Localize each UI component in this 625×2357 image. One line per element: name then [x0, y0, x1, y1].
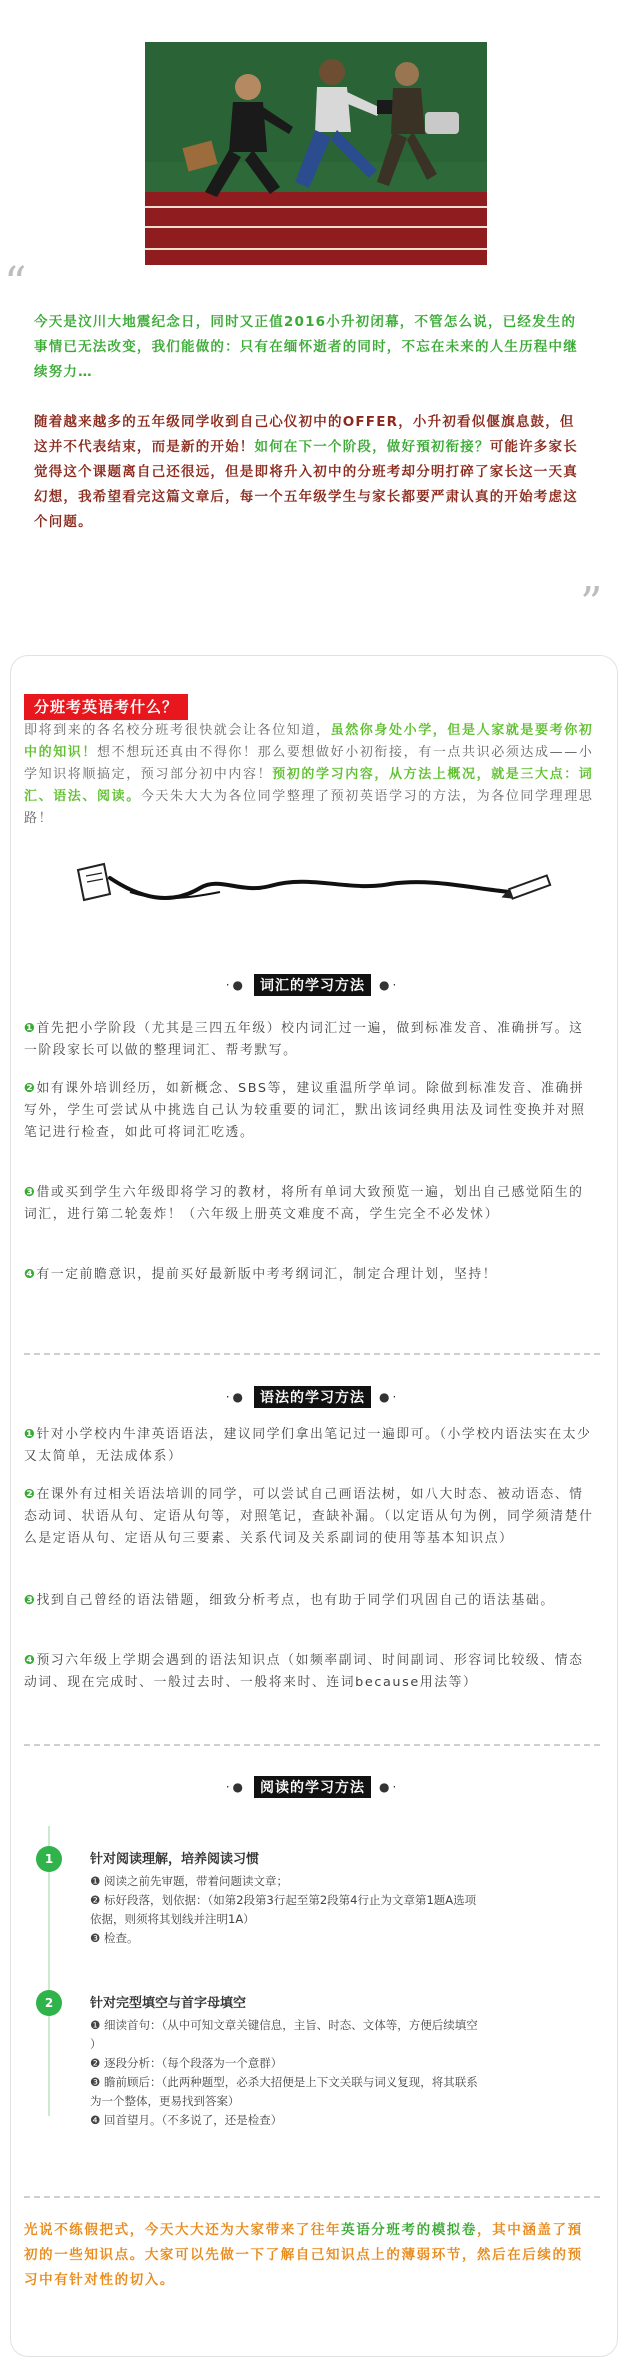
intro-text-2b: 如何在下一个阶段，做好預初衔接？: [254, 439, 490, 455]
reading-step-1-title: 针对阅读理解，培养阅读习惯: [90, 1852, 260, 1867]
step-badge-1: 1: [36, 1846, 62, 1872]
dots-decoration-left: ·●: [225, 1390, 246, 1404]
reading-title: 阅读的学习方法: [254, 1776, 371, 1798]
intro-text-2a: 随着越来越多的五年级同学收到自己心仪初中的OFFER，小升初看似偃旗息鼓，但这并不代表结束，而是新的开始！: [34, 414, 575, 455]
closing-c: ，其中涵盖了預初的一些知识点。: [24, 2222, 583, 2263]
reading-step-line: ❸ 检查。: [90, 1931, 139, 1945]
dots-decoration-left: ·●: [225, 1780, 246, 1794]
intro-paragraph-2: [34, 410, 589, 535]
vocab-title: 词汇的学习方法: [254, 974, 371, 996]
vocab-item-4: [24, 1264, 596, 1286]
reading-step-line: ❸ 瞻前顾后：（此两种题型，必杀大招便是上下文关联与词义复现，将其联系: [90, 2075, 478, 2089]
grammar-item-3: [24, 1590, 596, 1612]
closing-d: 大家可以先做一下了解自己知识点上的薄弱环节，然后在后续的预习中有针对性的切入。: [24, 2247, 583, 2288]
grammar-title: 语法的学习方法: [254, 1386, 371, 1408]
section-label: 分班考英语考什么？: [24, 694, 188, 720]
reading-step-2-lines: [90, 2016, 580, 2130]
card-intro-b: 虽然你身处小学，但是人家就是要考你初中的知识！: [24, 723, 594, 760]
grammar-item-text: 针对小学校内牛津英语语法，建议同学们拿出笔记过一遍即可。（小学校内语法实在太少又太简单，无法成体系）: [24, 1427, 592, 1464]
number-icon: ❸: [24, 1593, 37, 1608]
number-icon: ❶: [24, 1021, 37, 1036]
closing-b: 英语分班考的模拟卷: [341, 2222, 478, 2238]
number-icon: ❷: [24, 1081, 37, 1096]
card-intro-paragraph: [24, 720, 594, 830]
dashed-divider: [24, 1744, 600, 1746]
vocab-item-1: [24, 1018, 596, 1062]
number-icon: ❹: [24, 1267, 37, 1282]
grammar-item-text: 预习六年级上学期会遇到的语法知识点（如频率副词、时间副词、形容词比较级、情态动词、现在完成时、一般过去时、一般将来时、连词because用法等）: [24, 1653, 584, 1690]
decorative-squiggle-pencil: [70, 858, 560, 918]
grammar-section-title: [0, 1386, 625, 1408]
number-icon: ❷: [24, 1487, 37, 1502]
grammar-item-4: [24, 1650, 596, 1694]
dashed-divider: [24, 2196, 600, 2198]
intro-text-2c: 可能许多家长觉得这个课题离自己还很远，但是即将升入初中的分班考却分明打碎了家长这一天真幻想，我希望看完这篇文章后，每一个五年级学生与家长都要严肃认真的开始考虑这个问题。: [34, 439, 578, 530]
open-quote-icon: “: [4, 258, 27, 309]
grammar-item-1: [24, 1424, 596, 1468]
reading-step-line: 依据，则须将其划线并注明1A）: [90, 1912, 255, 1926]
close-quote-icon: ”: [580, 578, 603, 629]
reading-step-line: ❹ 回首望月。（不多说了，还是检查）: [90, 2113, 283, 2127]
dots-decoration-left: ·●: [225, 978, 246, 992]
reading-section-title: [0, 1776, 625, 1798]
closing-paragraph: [24, 2218, 594, 2293]
reading-step-1-lines: [90, 1872, 580, 1948]
intro-text-1: 今天是汶川大地震纪念日，同时又正值2016小升初闭幕，不管怎么说，已经发生的事情已无法改变，我们能做的：只有在缅怀逝者的同时，不忘在未来的人生历程中继续努力…: [34, 314, 578, 380]
card-intro-c: 想不想玩还真由不得你！那么要想做好小初衔接，有一点共识必须达成——小学知识将顺搞定，预习部分初中内容！: [24, 745, 594, 782]
vocab-item-3: [24, 1182, 596, 1226]
vocab-item-text: 借或买到学生六年级即将学习的教材，将所有单词大致预览一遍，划出自己感觉陌生的词汇，进行第二轮轰炸！（六年级上册英文难度不高，学生完全不必发怵）: [24, 1185, 584, 1222]
reading-step-line: ❶ 阅读之前先审题，带着问题读文章；: [90, 1874, 288, 1888]
grammar-item-text: 找到自己曾经的语法错题，细致分析考点，也有助于同学们巩固自己的语法基础。: [36, 1593, 555, 1608]
reading-step-line: ❷ 逐段分析：（每个段落为一个意群）: [90, 2056, 283, 2070]
card-intro-e: 今天朱大大为各位同学整理了预初英语学习的方法，为各位同学理理思路！: [24, 789, 594, 826]
closing-a: 光说不练假把式，今天大大还为大家带来了往年: [24, 2222, 342, 2238]
grammar-item-2: [24, 1484, 596, 1550]
reading-step-line: 为一个整体，更易找到答案）: [90, 2094, 240, 2108]
reading-step-2-title: 针对完型填空与首字母填空: [90, 1996, 247, 2011]
dots-decoration-right: ●·: [379, 1390, 400, 1404]
number-icon: ❸: [24, 1185, 37, 1200]
dots-decoration-right: ●·: [379, 1780, 400, 1794]
hero-illustration-runners: [145, 42, 487, 265]
reading-step-line: ❶ 细读首句：（从中可知文章关键信息，主旨、时态、文体等，方便后续填空: [90, 2018, 478, 2032]
vocab-item-text: 如有课外培训经历，如新概念、SBS等，建议重温所学单词。除做到标准发音、准确拼写外，学生可尝试从中挑选自己认为较重要的词汇，默出该词经典用法及词性变换并对照笔记进行检查，如此可将词汇吃透。: [24, 1081, 586, 1140]
grammar-item-text: 在课外有过相关语法培训的同学，可以尝试自己画语法树，如八大时态、被动语态、情态动词、状语从句、定语从句等，对照笔记，查缺补漏。（以定语从句为例，同学须清楚什么是定语从句、定语从句三要素、关系代词及关系副词的使用等基本知识点）: [24, 1487, 594, 1546]
card-intro-a: 即将到来的各名校分班考很快就会让各位知道，: [24, 723, 331, 738]
step-badge-2: 2: [36, 1990, 62, 2016]
dashed-divider: [24, 1353, 600, 1355]
vocab-item-2: [24, 1078, 596, 1144]
vocab-item-text: 首先把小学阶段（尤其是三四五年级）校内词汇过一遍，做到标准发音、准确拼写。这一阶段家长可以做的整理词汇、帮考默写。: [24, 1021, 584, 1058]
dots-decoration-right: ●·: [379, 978, 400, 992]
vocab-section-title: [0, 974, 625, 996]
number-icon: ❹: [24, 1653, 37, 1668]
vocab-item-text: 有一定前瞻意识，提前买好最新版中考考纲词汇，制定合理计划，坚持！: [36, 1267, 498, 1282]
number-icon: ❶: [24, 1427, 37, 1442]
reading-step-line: ）: [90, 2037, 102, 2051]
reading-step-line: ❷ 标好段落，划依据：（如第2段第3行起至第2段第4行止为文章第1题A选项: [90, 1893, 477, 1907]
intro-paragraph-1: [34, 310, 589, 385]
card-intro-d: 预初的学习内容，从方法上概况，就是三大点：词汇、语法、阅读。: [24, 767, 594, 804]
